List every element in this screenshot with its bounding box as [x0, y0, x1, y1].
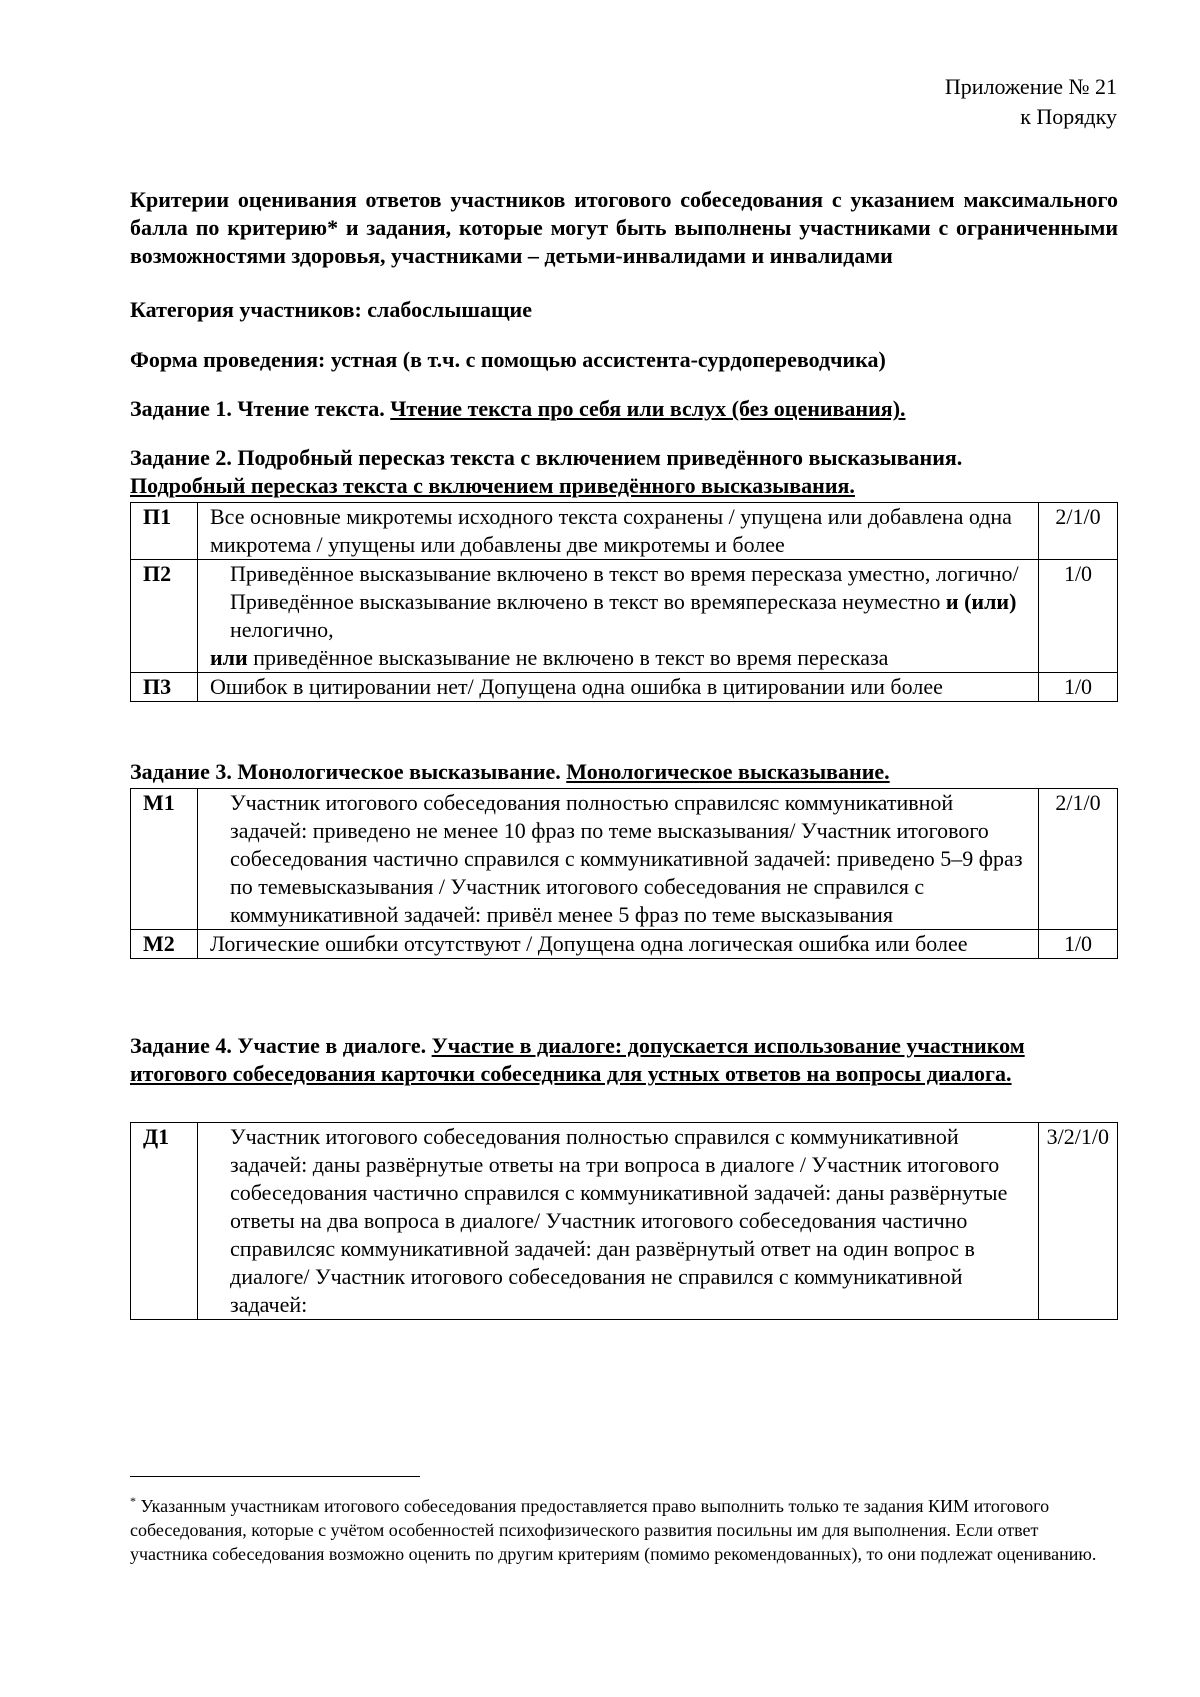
criterion-score: 2/1/0 [1039, 503, 1118, 560]
criterion-code: П2 [131, 560, 198, 673]
table-row [131, 503, 1118, 560]
task4-criteria-table [130, 1122, 1118, 1320]
task2-heading [130, 444, 1118, 500]
criterion-score: 1/0 [1039, 930, 1118, 959]
criterion-text [198, 789, 1039, 930]
task3-title: Задание 3. Монологическое высказывание. [130, 759, 561, 784]
criterion-code: М1 [131, 789, 198, 930]
emphasis-or-2: или [210, 645, 248, 670]
text-fragment: нелогично, [230, 617, 334, 642]
task4-title: Задание 4. Участие в диалоге. [130, 1033, 427, 1058]
criterion-code: П1 [131, 503, 198, 560]
appendix-line-2: к Порядку [1020, 104, 1117, 129]
criterion-text-body: Участник итогового собеседования полностью справилсяс коммуникативной задачей: приведено не менее 10 фраз по теме высказывания/ Участник итогового собеседования частично справился с коммуникативной задачей: приведено 5–9 фраз по темевысказывания / Участник итогового собеседования не справился с коммуникативной задачей: привёл менее 5 фраз по теме высказывания [230, 790, 1023, 927]
criterion-text [198, 1123, 1039, 1320]
criterion-text-part-c [210, 645, 888, 670]
task3-criteria-table [130, 788, 1118, 959]
footnote-separator [130, 1476, 420, 1477]
criterion-score: 2/1/0 [1039, 789, 1118, 930]
criterion-text [198, 560, 1039, 673]
task1-heading [130, 395, 1118, 423]
appendix-line-1: Приложение № 21 [944, 74, 1117, 99]
footnote-marker: * [130, 1494, 136, 1508]
criterion-score: 1/0 [1039, 560, 1118, 673]
criterion-code: М2 [131, 930, 198, 959]
task4-heading [130, 1032, 1118, 1088]
table-row [131, 930, 1118, 959]
criterion-text: Логические ошибки отсутствуют / Допущена одна логическая ошибка или более [198, 930, 1039, 959]
criterion-text-part-b [210, 588, 1030, 644]
task2-criteria-table [130, 502, 1118, 702]
table-row [131, 789, 1118, 930]
criterion-code: П3 [131, 673, 198, 702]
form-line: Форма проведения: устная (в т.ч. с помощью ассистента-сурдопереводчика) [130, 347, 886, 372]
criterion-text: Все основные микротемы исходного текста сохранены / упущена или добавлена одна микротема / упущены или добавлены две микротемы и более [198, 503, 1039, 560]
category-line: Категория участников: слабослышащие [130, 297, 532, 322]
task2-title: Задание 2. Подробный пересказ текста с включением приведённого высказывания. [130, 445, 963, 470]
emphasis-and: и [945, 589, 959, 614]
table-row [131, 1123, 1118, 1320]
table-row [131, 560, 1118, 673]
footnote [130, 1494, 1118, 1566]
task3-heading [130, 758, 1118, 786]
appendix-header [945, 72, 1117, 132]
criterion-text-body: Участник итогового собеседования полностью справился с коммуникативной задачей: даны развёрнутые ответы на три вопроса в диалоге / Участник итогового собеседования частично справился с коммуникативной задачей: даны развёрнутые ответы на два вопроса в диалоге/ Участник итогового собеседования частично справилсяс коммуникативной задачей: дан развёрнутый ответ на один вопрос в диалоге/ Участник итогового собеседования не справился с коммуникативной задачей: [230, 1124, 1008, 1317]
footnote-text: Указанным участникам итогового собеседования предоставляется право выполнить только те задания КИМ итогового собеседования, которые с учётом особенностей психофизического развития посильны им для выполнения. Если ответ участника собеседования возможно оценить по другим критериям (помимо рекомендованных), то они подлежат оцениванию. [130, 1496, 1097, 1564]
table-row [131, 673, 1118, 702]
criterion-text-part-a: Приведённое высказывание включено в текст во время пересказа уместно, логично/ [230, 561, 1019, 586]
task1-title: Задание 1. Чтение текста. [130, 396, 385, 421]
document-title: Критерии оценивания ответов участников итогового собеседования с указанием максимального балла по критерию* и задания, которые могут быть выполнены участниками с ограниченными возможностями здоровья, участниками – детьми-инвалидами и инвалидами [130, 187, 1118, 268]
text-fragment: Приведённое высказывание включено в текст во времяпересказа неуместно [230, 589, 946, 614]
task2-subtitle: Подробный пересказ текста с включением приведённого высказывания. [130, 473, 855, 498]
task1-subtitle: Чтение текста про себя или вслух (без оценивания). [390, 396, 906, 421]
criterion-text: Ошибок в цитировании нет/ Допущена одна ошибка в цитировании или более [198, 673, 1039, 702]
criterion-code: Д1 [131, 1123, 198, 1320]
criterion-score: 1/0 [1039, 673, 1118, 702]
text-fragment: приведённое высказывание не включено в текст во время пересказа [247, 645, 889, 670]
criterion-score: 3/2/1/0 [1038, 1123, 1117, 1320]
task3-subtitle: Монологическое высказывание. [566, 759, 890, 784]
emphasis-or: (или) [964, 589, 1017, 614]
task4-subtitle: Участие в диалоге: допускается использование участником итогового собеседования карточки собеседника для устных ответов на вопросы диалога. [130, 1033, 1025, 1086]
